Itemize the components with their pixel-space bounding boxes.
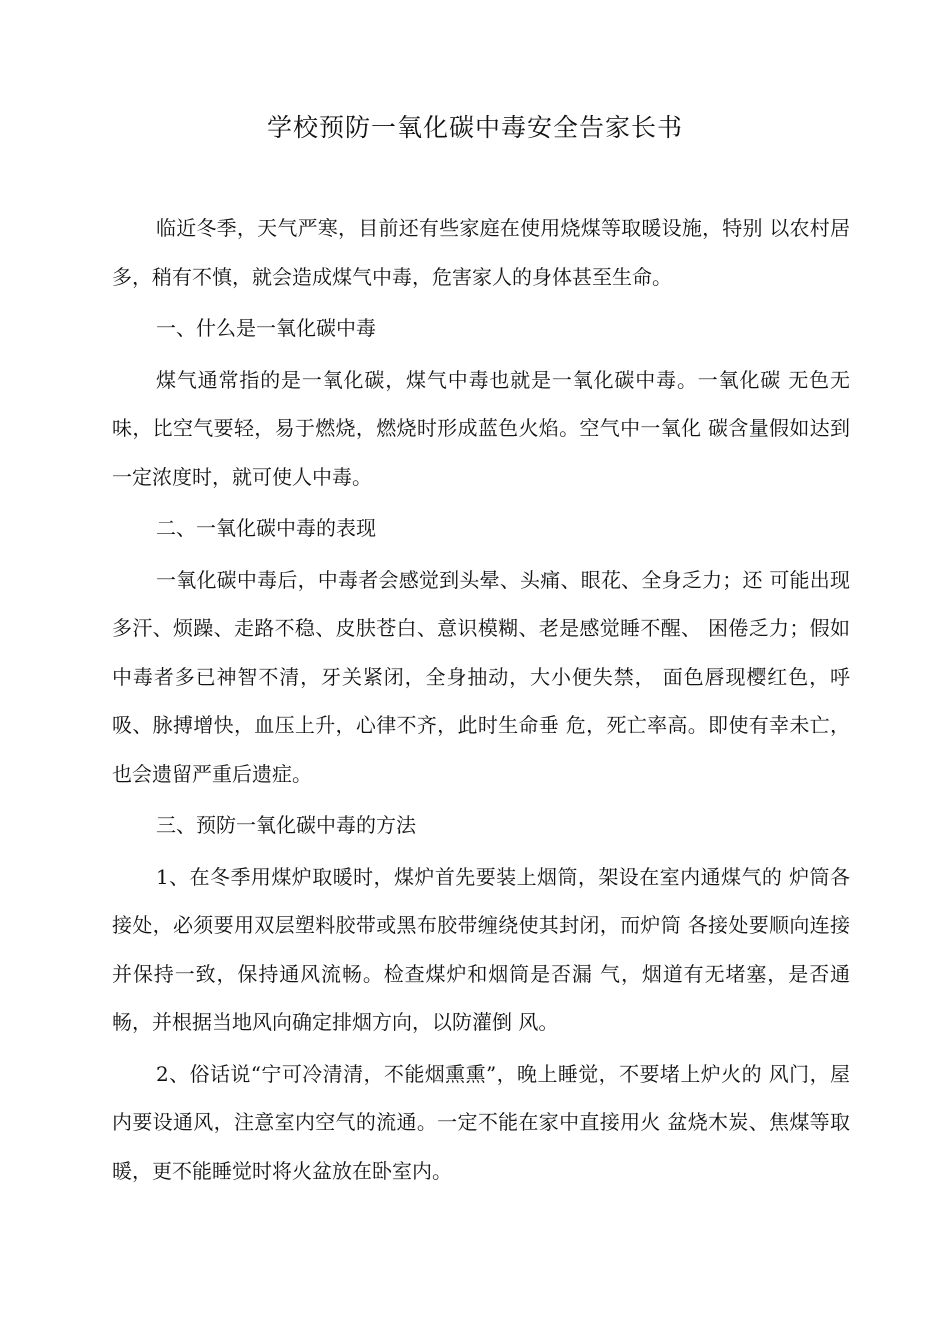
section-heading-3: 三、预防一氧化碳中毒的方法 <box>156 813 416 837</box>
section-1-paragraph: 煤气通常指的是一氧化碳，煤气中毒也就是一氧化碳中毒。一氧化碳 无色无味，比空气要轻，易于燃烧，燃烧时形成蓝色火焰。空气中一氧化 碳含量假如达到一定浓度时，就可使人中毒。 <box>112 367 850 489</box>
section-2-paragraph: 一氧化碳中毒后，中毒者会感觉到头晕、头痛、眼花、全身乏力；还 可能出现多汗、烦躁、走路不稳、皮肤苍白、意识模糊、老是感觉睡不醒、 困倦乏力；假如中毒者多已神智不清，牙关紧闭，全身抽动，大小便失禁， 面色唇现樱红色，呼吸、脉搏增快，血压上升，心律不齐，此时生命垂 危，死亡率高。即使有幸未亡，也会遗留严重后遗症。 <box>112 567 850 786</box>
method-1-paragraph: 1、在冬季用煤炉取暖时，煤炉首先要装上烟筒，架设在室内通煤气的 炉筒各接处，必须要用双层塑料胶带或黑布胶带缠绕使其封闭，而炉筒 各接处要顺向连接并保持一致，保持通风流畅。检查煤炉和烟筒是否漏 气，烟道有无堵塞，是否通畅，并根据当地风向确定排烟方向，以防灌倒 风。 <box>112 864 850 1034</box>
section-heading-1: 一、什么是一氧化碳中毒 <box>156 316 376 340</box>
document-title: 学校预防一氧化碳中毒安全告家长书 <box>266 113 683 142</box>
method-2-paragraph: 2、俗话说“宁可冷清清，不能烟熏熏”，晚上睡觉，不要堵上炉火的 风门，屋内要设通风，注意室内空气的流通。一定不能在家中直接用火 盆烧木炭、焦煤等取暖，更不能睡觉时将火盆放在卧室内。 <box>112 1061 850 1183</box>
intro-paragraph: 临近冬季，天气严寒，目前还有些家庭在使用烧煤等取暖设施，特别 以农村居多，稍有不慎，就会造成煤气中毒，危害家人的身体甚至生命。 <box>112 216 850 289</box>
section-heading-2: 二、一氧化碳中毒的表现 <box>156 516 376 540</box>
document-body <box>112 204 850 1198</box>
